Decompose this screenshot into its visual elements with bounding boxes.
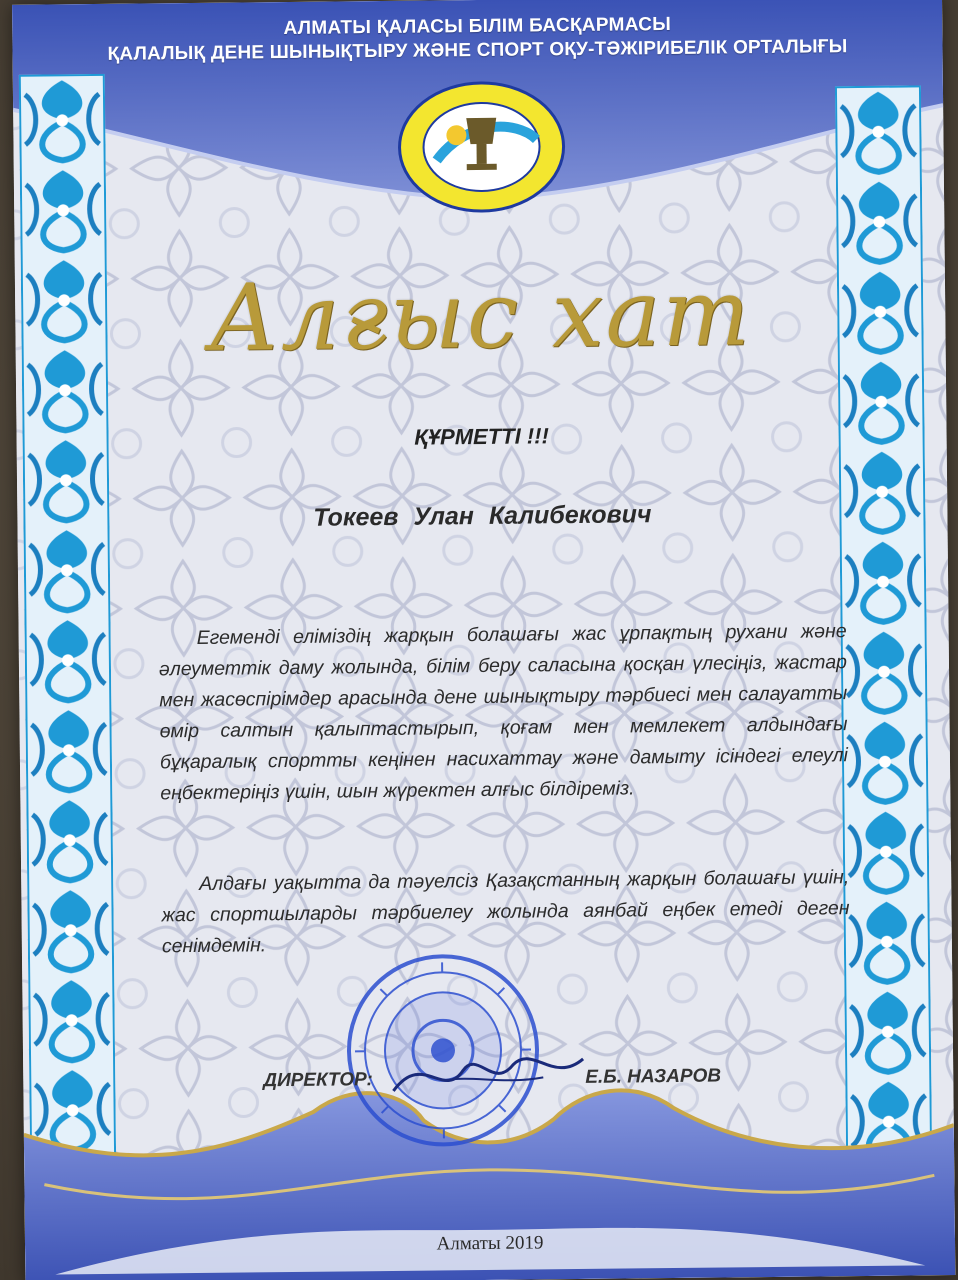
- certificate-title: Алғыс хат: [208, 259, 753, 372]
- organization-line-1: АЛМАТЫ ҚАЛАСЫ БІЛІМ БАСҚАРМАСЫ: [283, 13, 672, 40]
- recipient-name: Токеев Улан Калибекович: [313, 500, 652, 532]
- greeting: ҚҰРМЕТТІ !!!: [414, 423, 549, 450]
- director-name: Е.Б. НАЗАРОВ: [585, 1065, 722, 1088]
- director-label: ДИРЕКТОР:: [263, 1069, 373, 1092]
- body-paragraph-2: Алдағы уақытта да тәуелсіз Қазақстанның жарқын болашағы үшін, жас спортшыларды тәрбиелеу жолында аянбай еңбек етеді деген сенімдемін.: [161, 866, 850, 958]
- organization-line-2: ҚАЛАЛЫҚ ДЕНЕ ШЫНЫҚТЫРУ ЖӘНЕ СПОРТ ОҚУ-ТӘЖІРИБЕЛІК ОРТАЛЫҒЫ: [107, 36, 848, 65]
- director-signature: [383, 1029, 604, 1111]
- body-paragraph-1: Егеменді еліміздің жарқын болашағы жас ұрпақтың рухани және әлеуметтік даму жолында, білім беру саласына қосқан үлесіңіз, жастар мен жасөспірімдер арасында дене шынықтыру тәрбиесі мен салауатты өмір салтын қалыптастырып, қоғам мен мемлекет алдындағы бұқаралық спортты кеңінен насихаттау және дамыту ісіндегі елеулі еңбектеріңіз үшін, шын жүректен алғыс білдіреміз.: [158, 620, 849, 805]
- city-year: Алматы 2019: [436, 1232, 544, 1255]
- organization-emblem: [396, 79, 567, 216]
- certificate-sheet: [12, 0, 955, 1280]
